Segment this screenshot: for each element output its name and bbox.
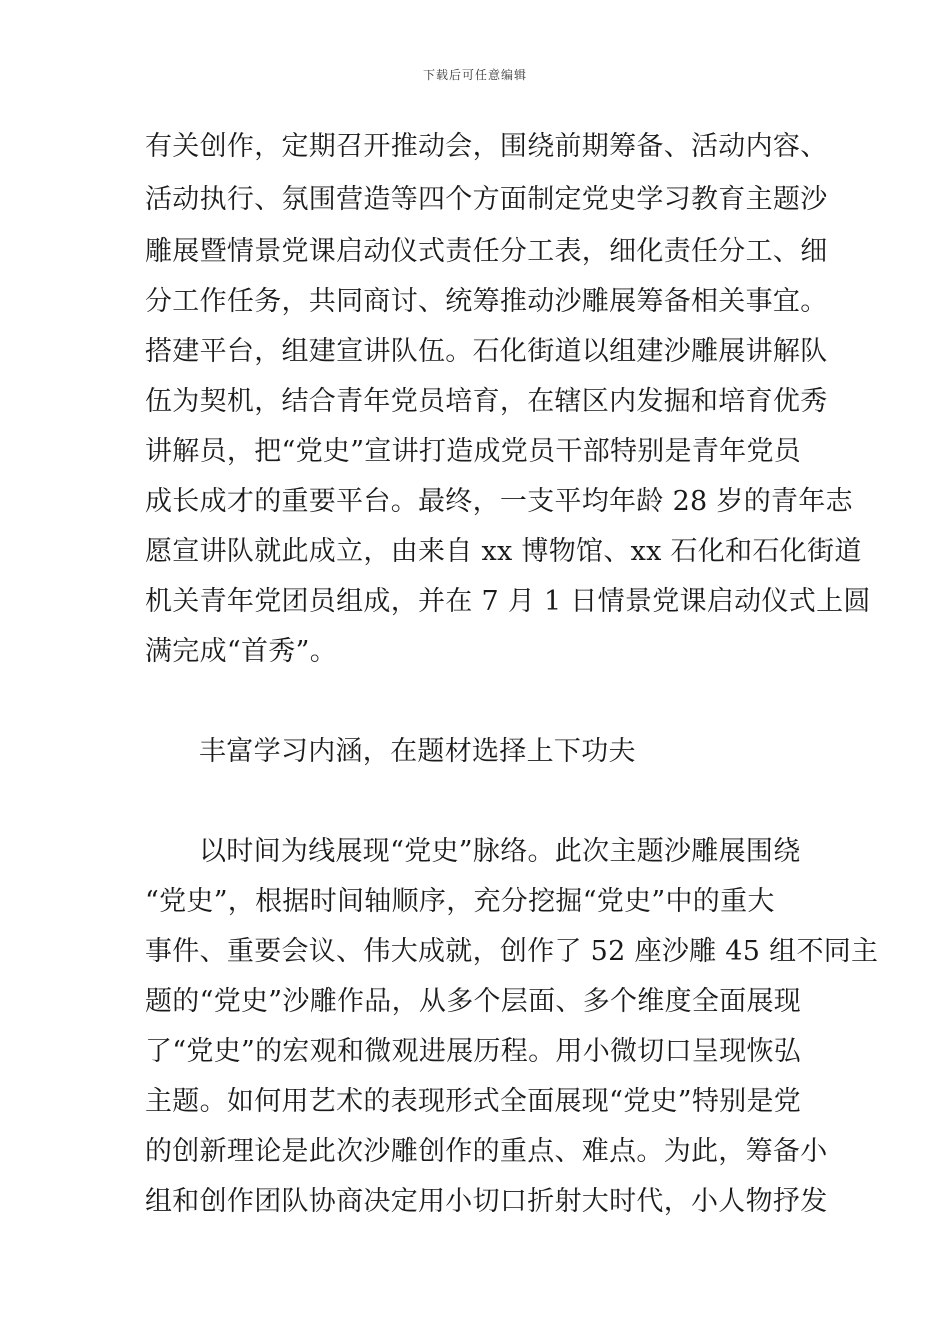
text-line: 愿宣讲队就此成立，由来自 xx 博物馆、xx 石化和石化街道: [145, 536, 862, 567]
text-line: 组和创作团队协商决定用小切口折射大时代，小人物抒发: [145, 1186, 828, 1217]
text-line: 机关青年党团员组成，并在 7 月 1 日情景党课启动仪式上圆: [145, 586, 871, 617]
text-line: 讲解员，把“党史”宣讲打造成党员干部特别是青年党员: [145, 436, 802, 467]
text-line: 有关创作，定期召开推动会，围绕前期筹备、活动内容、: [145, 131, 828, 162]
text-line: 雕展暨情景党课启动仪式责任分工表，细化责任分工、细: [145, 236, 828, 267]
text-line: 事件、重要会议、伟大成就，创作了 52 座沙雕 45 组不同主: [145, 936, 879, 967]
text-line: 伍为契机，结合青年党员培育，在辖区内发掘和培育优秀: [145, 386, 828, 417]
text-line: 以时间为线展现“党史”脉络。此次主题沙雕展围绕: [199, 836, 801, 867]
text-line: 成长成才的重要平台。最终，一支平均年龄 28 岁的青年志: [145, 486, 853, 517]
section-heading: 丰富学习内涵，在题材选择上下功夫: [199, 736, 636, 767]
text-line: 题的“党史”沙雕作品，从多个层面、多个维度全面展现: [145, 986, 802, 1017]
text-line: 满完成“首秀”。: [145, 636, 338, 667]
text-line: 了“党史”的宏观和微观进展历程。用小微切口呈现恢弘: [145, 1036, 802, 1067]
text-line: 主题。如何用艺术的表现形式全面展现“党史”特别是党: [145, 1086, 802, 1117]
text-line: 的创新理论是此次沙雕创作的重点、难点。为此，筹备小: [145, 1136, 828, 1167]
page-header: 下载后可任意编辑: [422, 68, 527, 82]
text-line: 分工作任务，共同商讨、统筹推动沙雕展筹备相关事宜。: [145, 286, 828, 317]
text-line: 活动执行、氛围营造等四个方面制定党史学习教育主题沙: [145, 184, 828, 215]
text-line: 搭建平台，组建宣讲队伍。石化街道以组建沙雕展讲解队: [145, 336, 828, 367]
text-line: “党史”，根据时间轴顺序，充分挖掘“党史”中的重大: [145, 886, 775, 917]
